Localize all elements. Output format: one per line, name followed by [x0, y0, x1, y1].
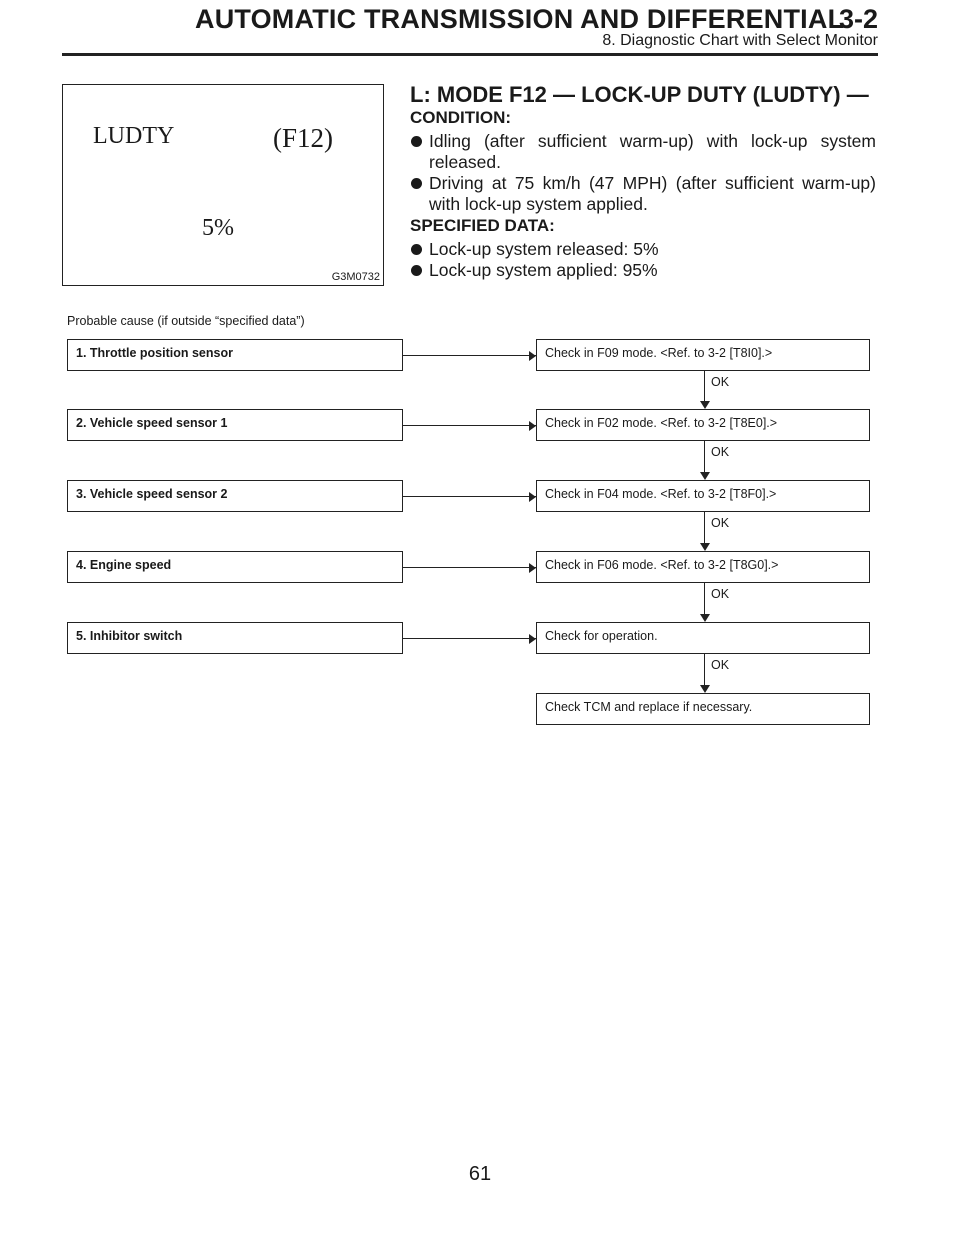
bullet-icon	[411, 136, 422, 147]
condition-label: CONDITION:	[410, 108, 512, 127]
arrow-down-icon	[700, 472, 710, 480]
connector-line	[403, 496, 536, 497]
final-check-box: Check TCM and replace if necessary.	[536, 693, 870, 725]
connector-line	[704, 512, 705, 543]
condition-list	[410, 131, 876, 215]
arrow-down-icon	[700, 614, 710, 622]
bullet-icon	[411, 178, 422, 189]
connector-line	[403, 638, 536, 639]
ok-label: OK	[711, 375, 730, 389]
connector-line	[704, 441, 705, 472]
check-box: Check in F04 mode. <Ref. to 3-2 [T8F0].>	[536, 480, 870, 512]
section-number: 3-2	[838, 4, 878, 34]
page-number: 61	[468, 1163, 492, 1185]
ok-label: OK	[711, 658, 730, 672]
arrow-down-icon	[700, 685, 710, 693]
list-item: Lock-up system released: 5%	[410, 239, 876, 260]
connector-line	[704, 583, 705, 614]
probable-cause-label: Probable cause (if outside “specified data”)	[67, 314, 305, 328]
arrow-right-icon	[529, 563, 536, 573]
screen-value: 5%	[202, 215, 234, 241]
screen-mode: (F12)	[273, 123, 333, 153]
bullet-icon	[411, 244, 422, 255]
connector-line	[403, 355, 536, 356]
figure-code: G3M0732	[331, 271, 380, 283]
bullet-icon	[411, 265, 422, 276]
list-item: Idling (after sufficient warm-up) with lock-up system released.	[410, 131, 876, 173]
arrow-right-icon	[529, 351, 536, 361]
monitor-screen-figure	[62, 84, 384, 286]
header-rule	[62, 53, 878, 56]
list-item: Driving at 75 km/h (47 MPH) (after sufficient warm-up) with lock-up system applied.	[410, 173, 876, 215]
arrow-right-icon	[529, 421, 536, 431]
connector-line	[403, 425, 536, 426]
list-item: Lock-up system applied: 95%	[410, 260, 876, 281]
connector-line	[403, 567, 536, 568]
check-box: Check in F02 mode. <Ref. to 3-2 [T8E0].>	[536, 409, 870, 441]
check-box: Check for operation.	[536, 622, 870, 654]
connector-line	[704, 654, 705, 685]
connector-line	[704, 371, 705, 401]
cause-box: 5. Inhibitor switch	[67, 622, 403, 654]
specified-data-label: SPECIFIED DATA:	[410, 216, 555, 235]
header-subtitle: 8. Diagnostic Chart with Select Monitor	[602, 32, 878, 49]
arrow-down-icon	[700, 543, 710, 551]
header-title: AUTOMATIC TRANSMISSION AND DIFFERENTIAL	[195, 4, 845, 34]
arrow-down-icon	[700, 401, 710, 409]
cause-box: 1. Throttle position sensor	[67, 339, 403, 371]
cause-box: 2. Vehicle speed sensor 1	[67, 409, 403, 441]
specified-data-list	[410, 239, 876, 281]
check-box: Check in F06 mode. <Ref. to 3-2 [T8G0].>	[536, 551, 870, 583]
ok-label: OK	[711, 445, 730, 459]
arrow-right-icon	[529, 492, 536, 502]
check-box: Check in F09 mode. <Ref. to 3-2 [T8I0].>	[536, 339, 870, 371]
section-title: L: MODE F12 — LOCK-UP DUTY (LUDTY) —	[410, 82, 869, 107]
screen-param-name: LUDTY	[93, 123, 175, 149]
cause-box: 3. Vehicle speed sensor 2	[67, 480, 403, 512]
cause-box: 4. Engine speed	[67, 551, 403, 583]
ok-label: OK	[711, 587, 730, 601]
ok-label: OK	[711, 516, 730, 530]
arrow-right-icon	[529, 634, 536, 644]
